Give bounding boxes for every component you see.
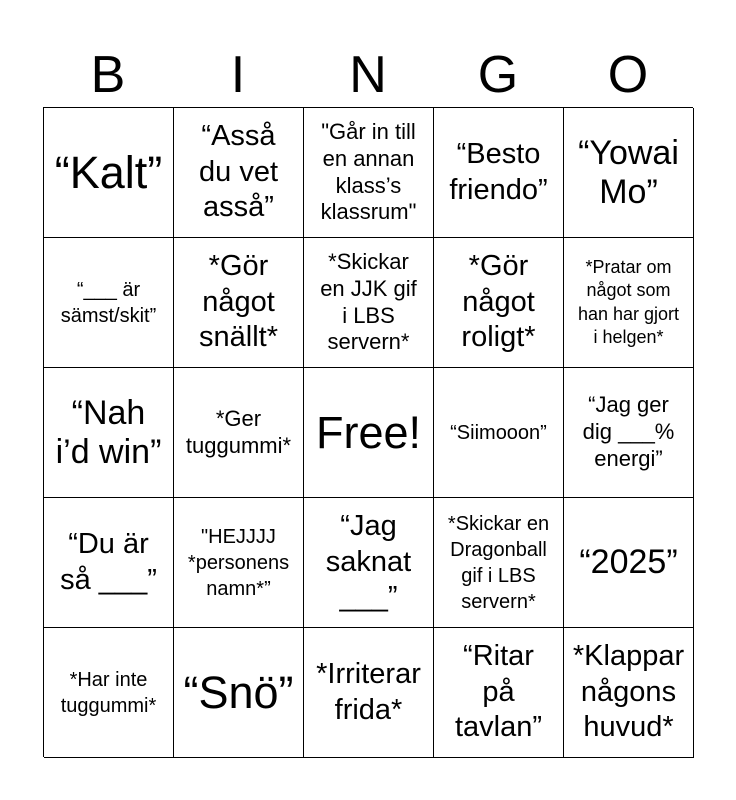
bingo-cell[interactable]: *Gör något roligt* — [434, 238, 564, 368]
bingo-cell[interactable]: *Pratar om något som han har gjort i helgen* — [564, 238, 694, 368]
bingo-cell[interactable]: “Asså du vet asså” — [174, 108, 304, 238]
bingo-cell[interactable]: “Du är så ___” — [44, 498, 174, 628]
bingo-cell[interactable]: *Irriterar frida* — [304, 628, 434, 758]
bingo-cell[interactable]: “Kalt” — [44, 108, 174, 238]
bingo-cell[interactable]: “Nah i’d win” — [44, 368, 174, 498]
header-letter-i: I — [230, 46, 246, 104]
bingo-cell[interactable]: *Ger tuggummi* — [174, 368, 304, 498]
bingo-board — [43, 107, 693, 757]
bingo-cell[interactable]: “Siimooon” — [434, 368, 564, 498]
bingo-cell[interactable]: *Skickar en JJK gif i LBS servern* — [304, 238, 434, 368]
bingo-cell[interactable]: “Jag ger dig ___% energi” — [564, 368, 694, 498]
header-letter-g: G — [477, 46, 519, 104]
bingo-cell[interactable]: "Går in till en annan klass’s klassrum" — [304, 108, 434, 238]
bingo-cell[interactable]: “Besto friendo” — [434, 108, 564, 238]
header-letter-b: B — [90, 46, 126, 104]
header-letter-n: N — [349, 46, 387, 104]
bingo-cell[interactable]: *Skickar en Dragonball gif i LBS servern* — [434, 498, 564, 628]
free-space[interactable]: Free! — [304, 368, 434, 498]
bingo-cell[interactable]: *Klappar någons huvud* — [564, 628, 694, 758]
bingo-header — [43, 42, 693, 108]
bingo-cell[interactable]: “2025” — [564, 498, 694, 628]
bingo-cell[interactable]: "HEJJJJ *personens namn*” — [174, 498, 304, 628]
bingo-cell[interactable]: “Jag saknat ___” — [304, 498, 434, 628]
bingo-cell[interactable]: “Yowai Mo” — [564, 108, 694, 238]
header-letter-o: O — [607, 46, 649, 104]
bingo-cell[interactable]: “___ är sämst/skit” — [44, 238, 174, 368]
bingo-cell[interactable]: *Gör något snällt* — [174, 238, 304, 368]
bingo-cell[interactable]: “Ritar på tavlan” — [434, 628, 564, 758]
bingo-cell[interactable]: *Har inte tuggummi* — [44, 628, 174, 758]
bingo-cell[interactable]: “Snö” — [174, 628, 304, 758]
